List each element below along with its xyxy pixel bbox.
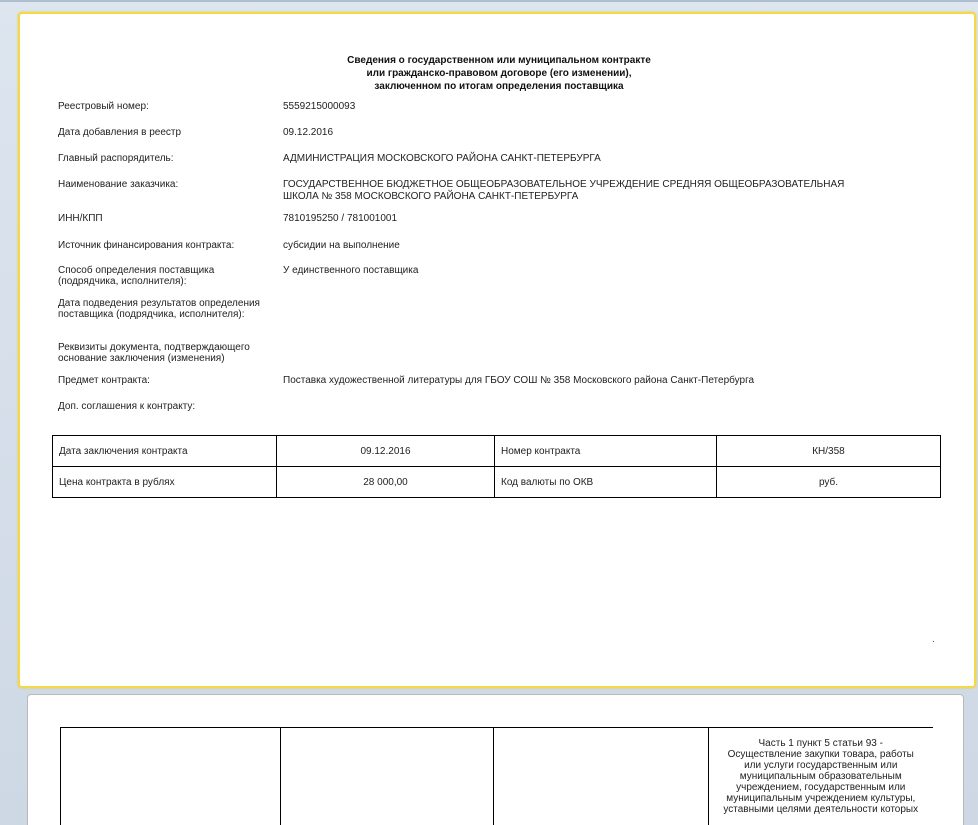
funding-label: Источник финансирования контракта: (58, 240, 235, 251)
results-date-label-line-2: поставщика (подрядчика, исполнителя): (58, 309, 245, 320)
table-row (53, 436, 941, 467)
footer-mark: . (932, 634, 935, 645)
contract-date-label: Дата заключения контракта (53, 436, 277, 467)
manager-value: АДМИНИСТРАЦИЯ МОСКОВСКОГО РАЙОНА САНКТ-ПЕТЕРБУРГА (283, 153, 601, 164)
document-page-1 (18, 12, 976, 688)
funding-value: субсидии на выполнение (283, 240, 400, 251)
subject-label: Предмет контракта: (58, 375, 150, 386)
manager-label: Главный распорядитель: (58, 153, 174, 164)
inn-kpp-value: 7810195250 / 781001001 (283, 213, 398, 224)
currency-code-label: Код валюты по ОКВ (495, 467, 717, 498)
results-date-label-line-1: Дата подведения результатов определения (58, 298, 260, 309)
registry-number-value: 5559215000093 (283, 101, 356, 112)
page-2-cell-3 (494, 728, 709, 825)
title-line-2: или гражданско-правовом договоре (его изменении), (366, 68, 632, 79)
note-line: муниципальным учреждением культуры, (726, 793, 916, 804)
page-2-cell-2 (281, 728, 494, 825)
page-2-cell-1 (61, 728, 281, 825)
registry-date-value: 09.12.2016 (283, 127, 334, 138)
contract-price-value: 28 000,00 (277, 467, 495, 498)
method-value: У единственного поставщика (283, 265, 419, 276)
page-2-table (60, 727, 933, 825)
currency-code-value: руб. (717, 467, 941, 498)
contract-price-label: Цена контракта в рублях (53, 467, 277, 498)
document-title (20, 54, 978, 93)
registry-date-label: Дата добавления в реестр (58, 127, 182, 138)
customer-label: Наименование заказчика: (58, 179, 179, 190)
note-line: Осуществление закупки товара, работы (727, 749, 914, 760)
inn-kpp-label: ИНН/КПП (58, 213, 103, 224)
subject-value: Поставка художественной литературы для ГБОУ СОШ № 358 Московского района Санкт-Петербурга (283, 375, 755, 386)
method-label-line-2: (подрядчика, исполнителя): (58, 276, 187, 287)
note-line: Часть 1 пункт 5 статьи 93 - (758, 738, 883, 749)
document-page-2 (27, 694, 964, 825)
requisites-label-line-1: Реквизиты документа, подтверждающего (58, 342, 250, 353)
page-2-note-cell (709, 728, 933, 825)
customer-value-line-2: ШКОЛА № 358 МОСКОВСКОГО РАЙОНА САНКТ-ПЕТЕРБУРГА (283, 191, 579, 202)
title-line-3: заключенном по итогам определения поставщика (374, 81, 624, 92)
registry-number-label: Реестровый номер: (58, 101, 149, 112)
table-row (61, 728, 933, 825)
additional-agreements-label: Доп. соглашения к контракту: (58, 401, 196, 412)
note-line: или услуги государственным или (744, 760, 898, 771)
method-label-line-1: Способ определения поставщика (58, 265, 215, 276)
requisites-label-line-2: основание заключения (изменения) (58, 353, 225, 364)
contract-number-value: КН/358 (717, 436, 941, 467)
note-line: уставными целями деятельности которых (723, 804, 919, 815)
note-line: муниципальным образовательным (739, 771, 902, 782)
contract-table (52, 435, 941, 498)
contract-date-value: 09.12.2016 (277, 436, 495, 467)
table-row (53, 467, 941, 498)
contract-number-label: Номер контракта (495, 436, 717, 467)
customer-value-line-1: ГОСУДАРСТВЕННОЕ БЮДЖЕТНОЕ ОБЩЕОБРАЗОВАТЕЛЬНОЕ УЧРЕЖДЕНИЕ СРЕДНЯЯ ОБЩЕОБРАЗОВАТЕЛЬНАЯ (283, 179, 845, 190)
note-line: учреждением, государственным или (736, 782, 906, 793)
viewer-top-border (0, 0, 978, 2)
title-line-1: Сведения о государственном или муниципальном контракте (347, 55, 651, 66)
